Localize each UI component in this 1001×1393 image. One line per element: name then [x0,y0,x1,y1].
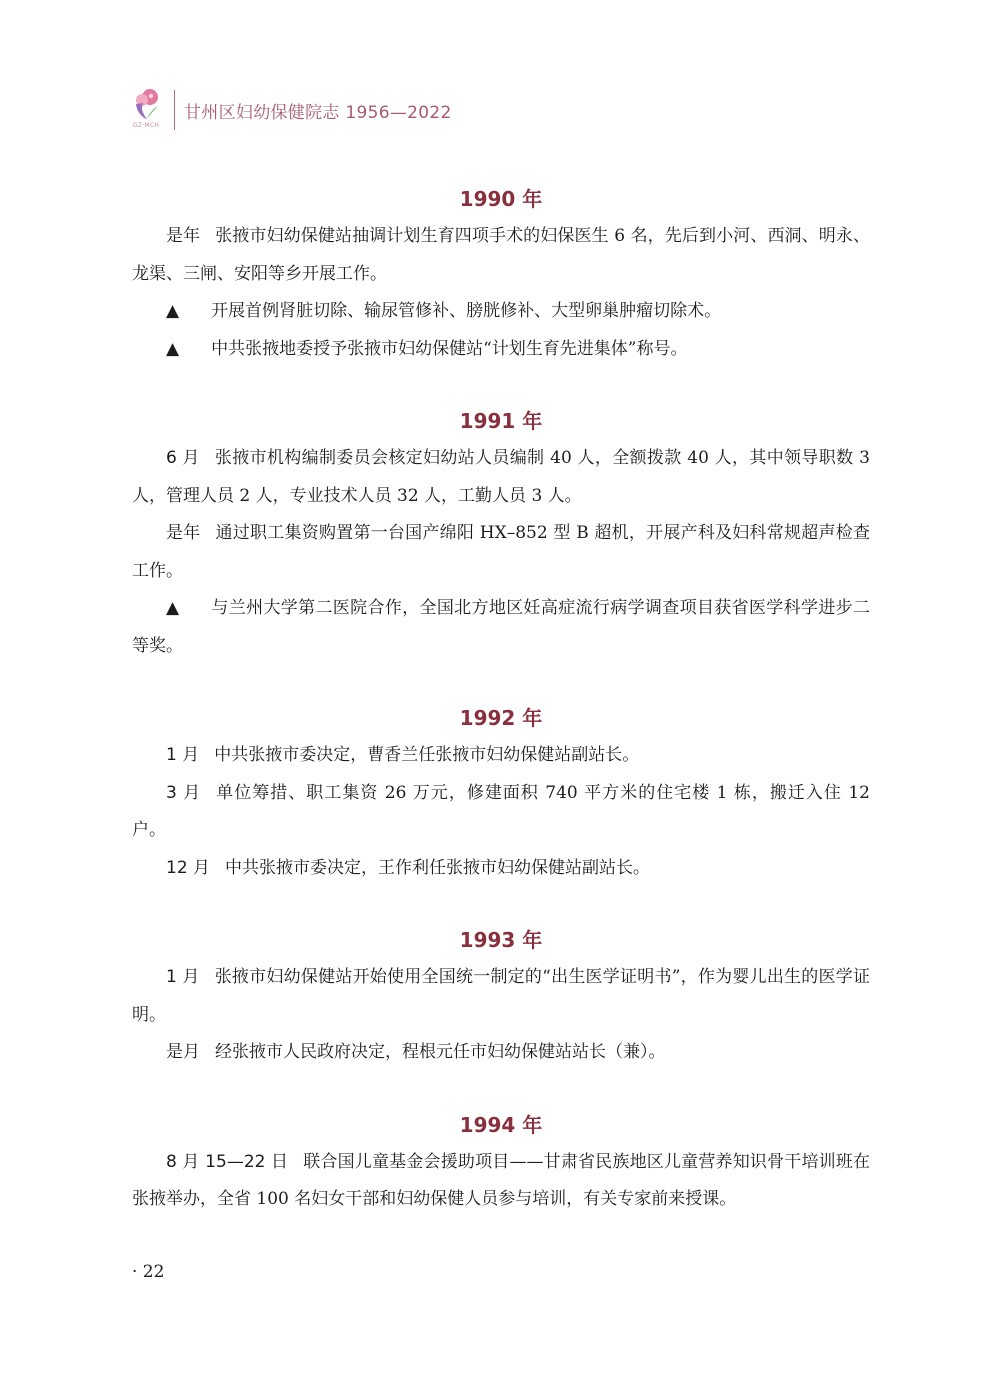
year-heading: 1993 年 [459,928,543,952]
entry-text: 中共张掖地委授予张掖市妇幼保健站“计划生育先进集体”称号。 [211,338,688,359]
entry-text: 张掖市机构编制委员会核定妇幼站人员编制 40 人，全额拨款 40 人，其中领导职数 3 人，管理人员 2 人，专业技术人员 32 人，工勤人员 3 人。 [132,448,870,506]
running-header [128,86,452,134]
year-heading: 1991 年 [459,409,543,433]
chronicle-entry [132,1034,870,1072]
entry-date: 是月 [166,1042,200,1062]
chronicle-entry [132,515,870,590]
chronicle-entry [132,959,870,1034]
entry-text: 张掖市妇幼保健站开始使用全国统一制定的“出生医学证明书”，作为婴儿出生的医学证明。 [132,967,870,1025]
year-section-1992 [132,699,870,887]
logo-caption: GZ·MCH [132,122,160,129]
entry-text: 联合国儿童基金会援助项目——甘肃省民族地区儿童营养知识骨干培训班在张掖举办，全省 100 名妇女干部和妇幼保健人员参与培训，有关专家前来授课。 [132,1151,871,1209]
year-heading: 1992 年 [459,706,543,730]
chronicle-entry [132,1144,870,1219]
entry-text: 单位筹措、职工集资 26 万元，修建面积 740 平方米的住宅楼 1 栋，搬迁入住 12 户。 [132,782,870,840]
year-heading: 1990 年 [459,187,543,211]
entry-date: 是年 [166,226,201,246]
header-title: 甘州区妇幼保健院志 1956—2022 [184,102,452,123]
year-heading: 1994 年 [459,1112,543,1137]
chronicle-entry [132,293,870,331]
page-content [132,180,870,1253]
entry-date: 8 月 15—22 日 [166,1151,289,1172]
chronicle-entry [132,440,870,515]
entry-text: 中共张掖市委决定，曹香兰任张掖市妇幼保健站副站长。 [214,745,640,765]
entry-date: 3 月 [166,782,202,803]
year-section-1990 [132,180,870,368]
header-divider [174,90,175,130]
chronicle-entry [132,218,870,293]
entry-date: 是年 [166,523,201,543]
entry-date: 6 月 [166,448,200,468]
logo-flower-icon [128,86,164,122]
entry-text: 与兰州大学第二医院合作，全国北方地区妊高症流行病学调查项目获省医学科学进步二等奖。 [132,598,871,656]
chronicle-entry [132,590,870,665]
chronicle-entry [132,331,870,369]
entry-text: 经张掖市人民政府决定，程根元任市妇幼保健站站长（兼）。 [215,1042,666,1062]
entry-date: 12 月 [166,857,211,878]
triangle-marker-icon: ▲ [166,338,180,359]
triangle-marker-icon: ▲ [166,301,180,321]
entry-text: 张掖市妇幼保健站抽调计划生育四项手术的妇保医生 6 名，先后到小河、西洞、明永、龙渠、三闸、安阳等乡开展工作。 [132,226,870,284]
entry-text: 开展首例肾脏切除、输尿管修补、膀胱修补、大型卵巢肿瘤切除术。 [211,301,722,321]
triangle-marker-icon: ▲ [166,598,180,618]
year-section-1994 [132,1106,870,1219]
page-number: · 22 [132,1262,165,1282]
chronicle-entry [132,850,870,888]
entry-text: 通过职工集资购置第一台国产绵阳 HX–852 型 B 超机，开展产科及妇科常规超声检查工作。 [132,523,871,581]
chronicle-entry [132,737,870,775]
entry-date: 1 月 [166,967,200,987]
year-section-1991 [132,402,870,665]
year-section-1993 [132,921,870,1072]
institution-logo [128,86,164,134]
entry-date: 1 月 [166,745,200,765]
entry-text: 中共张掖市委决定，王作利任张掖市妇幼保健站副站长。 [225,857,651,878]
chronicle-entry [132,775,870,850]
